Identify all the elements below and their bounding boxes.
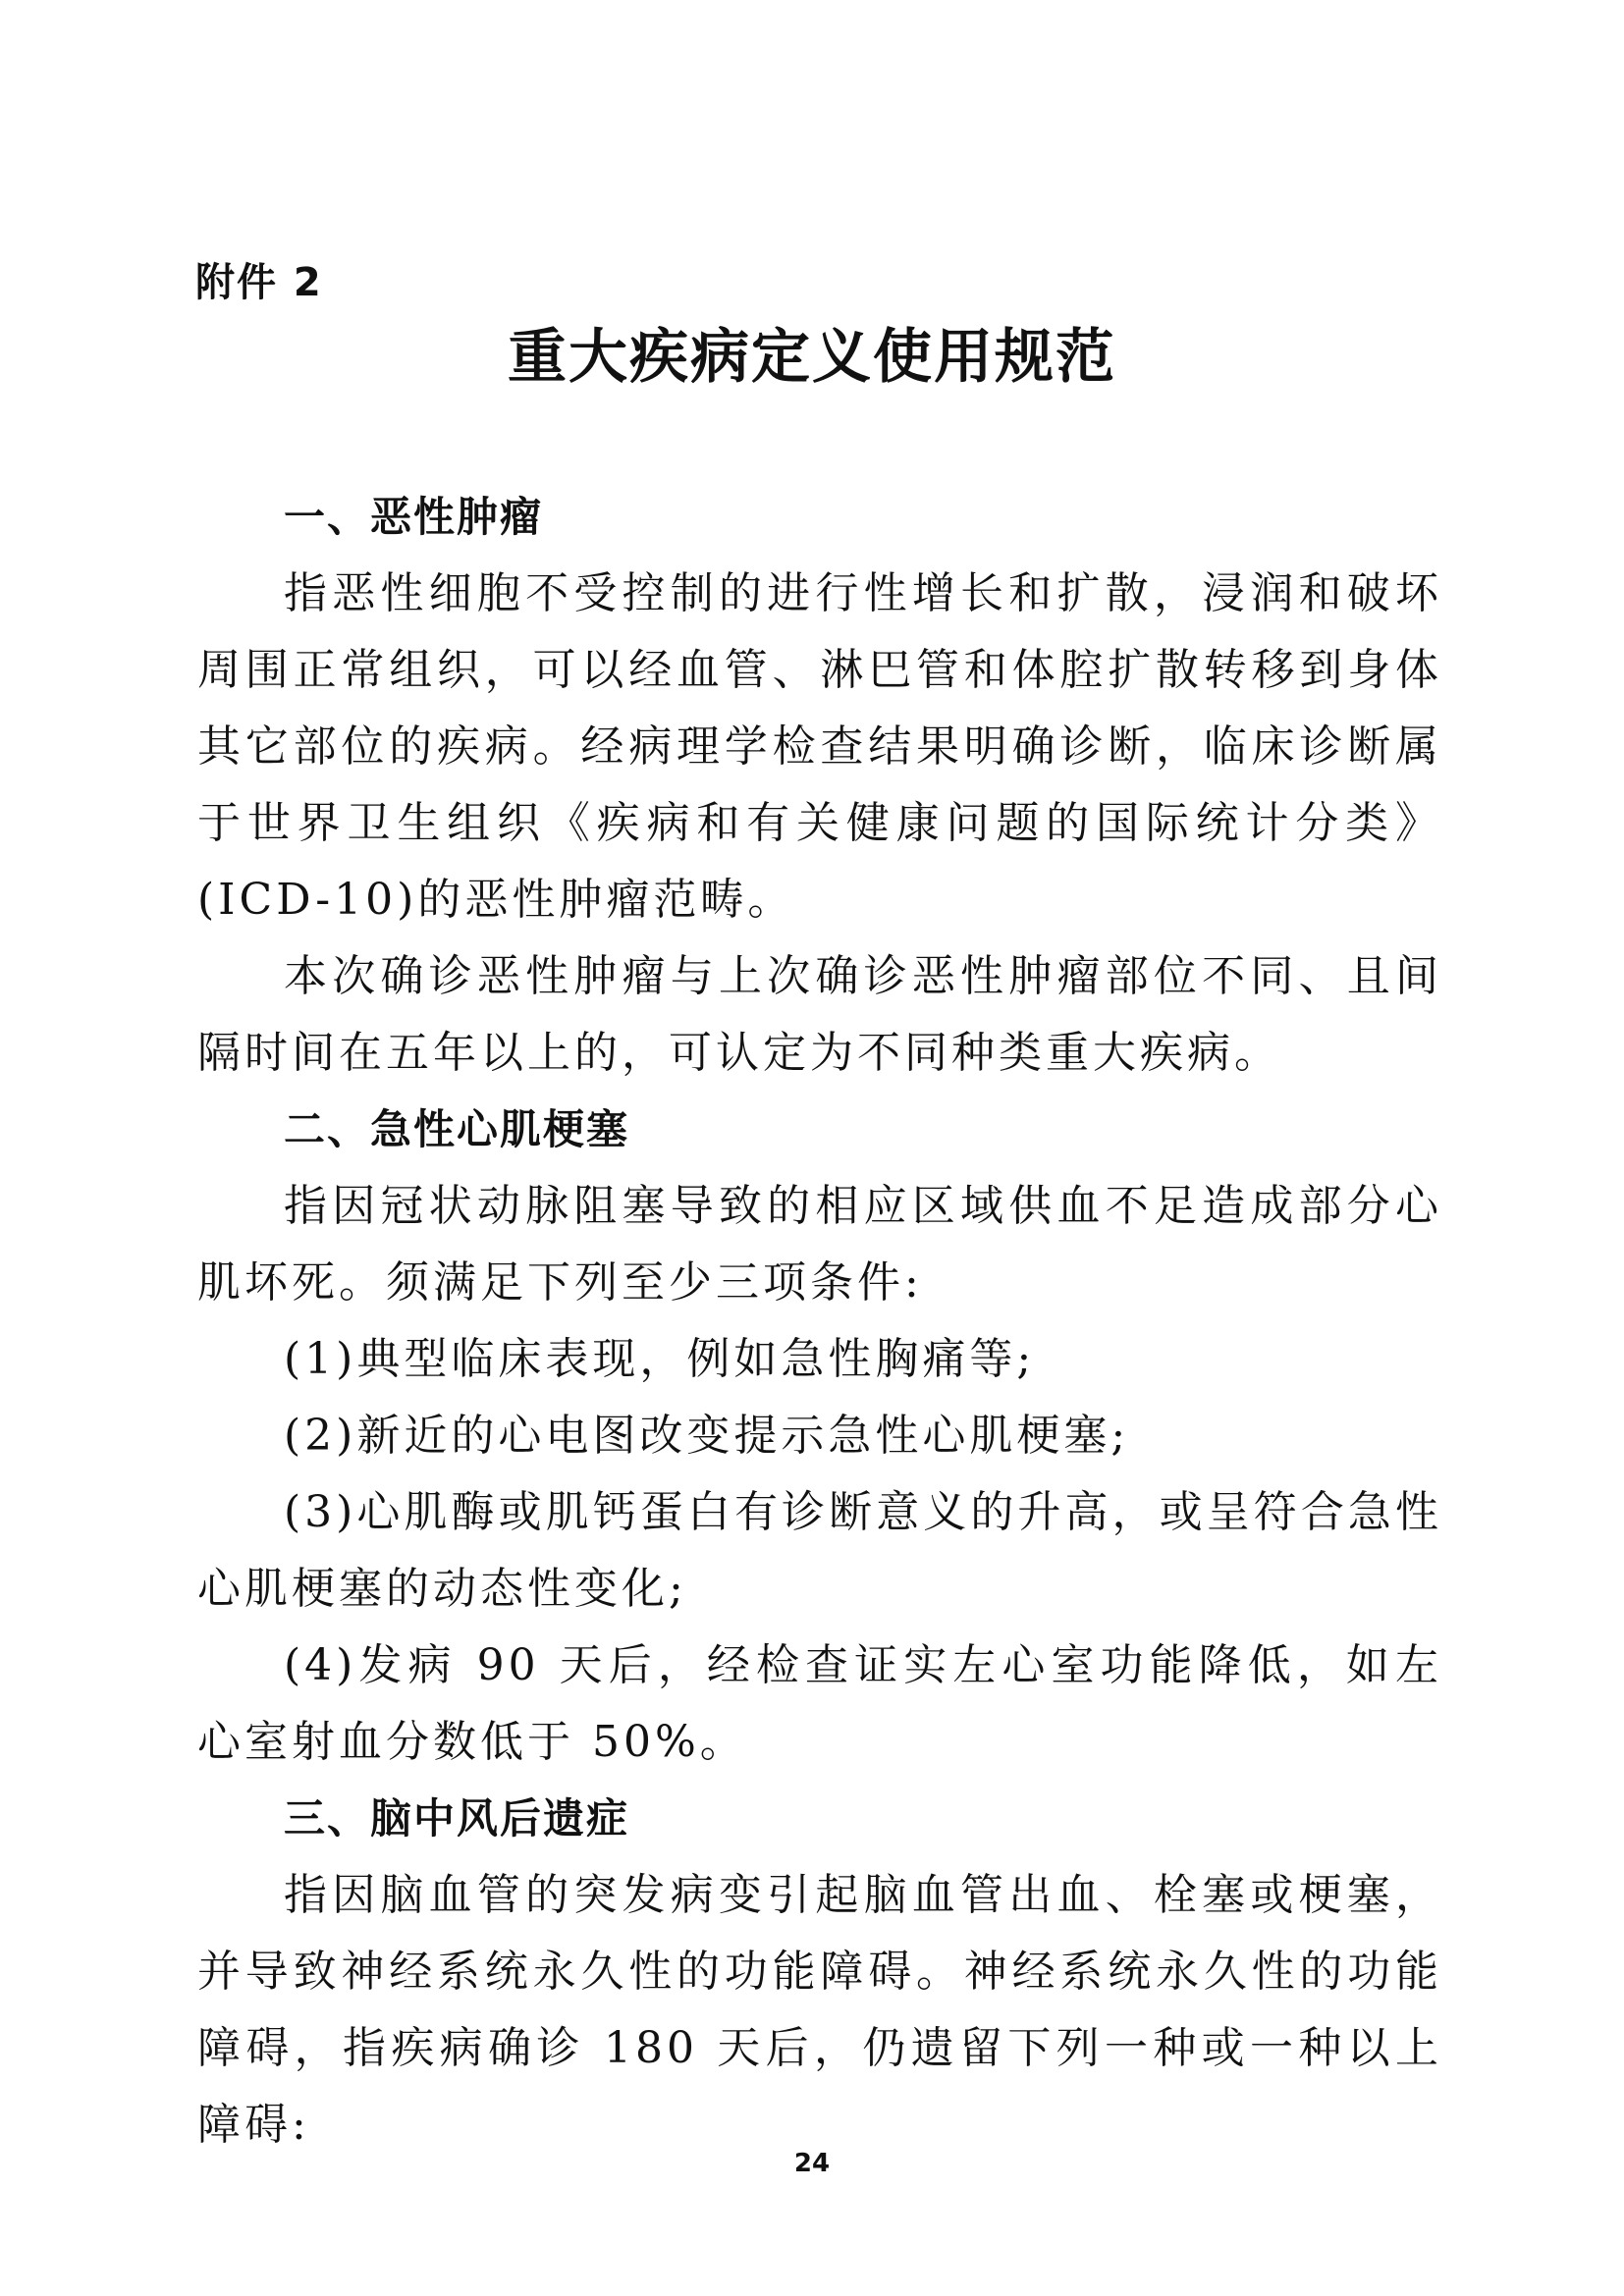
document-body — [197, 479, 1442, 2163]
list-item: (4)发病 90 天后，经检查证实左心室功能降低，如左心室射血分数低于 50%。 — [197, 1640, 1442, 1767]
paragraph: 指因冠状动脉阻塞导致的相应区域供血不足造成部分心肌坏死。须满足下列至少三项条件: — [197, 1181, 1442, 1308]
list-item: (2)新近的心电图改变提示急性心肌梗塞; — [284, 1411, 1130, 1461]
paragraph: 本次确诊恶性肿瘤与上次确诊恶性肿瘤部位不同、且间隔时间在五年以上的，可认定为不同种类重大疾病。 — [197, 951, 1442, 1078]
paragraph: 指恶性细胞不受控制的进行性增长和扩散，浸润和破坏周围正常组织，可以经血管、淋巴管和体腔扩散转移到身体其它部位的疾病。经病理学检查结果明确诊断，临床诊断属于世界卫生组织《疾病和有关健康问题的国际统计分类》(ICD-10)的恶性肿瘤范畴。 — [197, 568, 1442, 925]
page-number: 24 — [793, 2149, 831, 2178]
section-heading-stroke-sequelae: 三、脑中风后遗症 — [284, 1794, 630, 1842]
annex-label: 附件 2 — [195, 260, 323, 305]
section-heading-myocardial-infarction: 二、急性心肌梗塞 — [284, 1105, 630, 1153]
paragraph: 指因脑血管的突发病变引起脑血管出血、栓塞或梗塞，并导致神经系统永久性的功能障碍。神经系统永久性的功能障碍，指疾病确诊 180 天后，仍遗留下列一种或一种以上障碍: — [197, 1870, 1442, 2150]
document-title: 重大疾病定义使用规范 — [508, 323, 1116, 392]
list-item: (3)心肌酶或肌钙蛋白有诊断意义的升高，或呈符合急性心肌梗塞的动态性变化; — [197, 1487, 1442, 1614]
section-heading-malignant-tumor: 一、恶性肿瘤 — [284, 493, 544, 541]
list-item: (1)典型临床表现，例如急性胸痛等; — [284, 1334, 1036, 1384]
